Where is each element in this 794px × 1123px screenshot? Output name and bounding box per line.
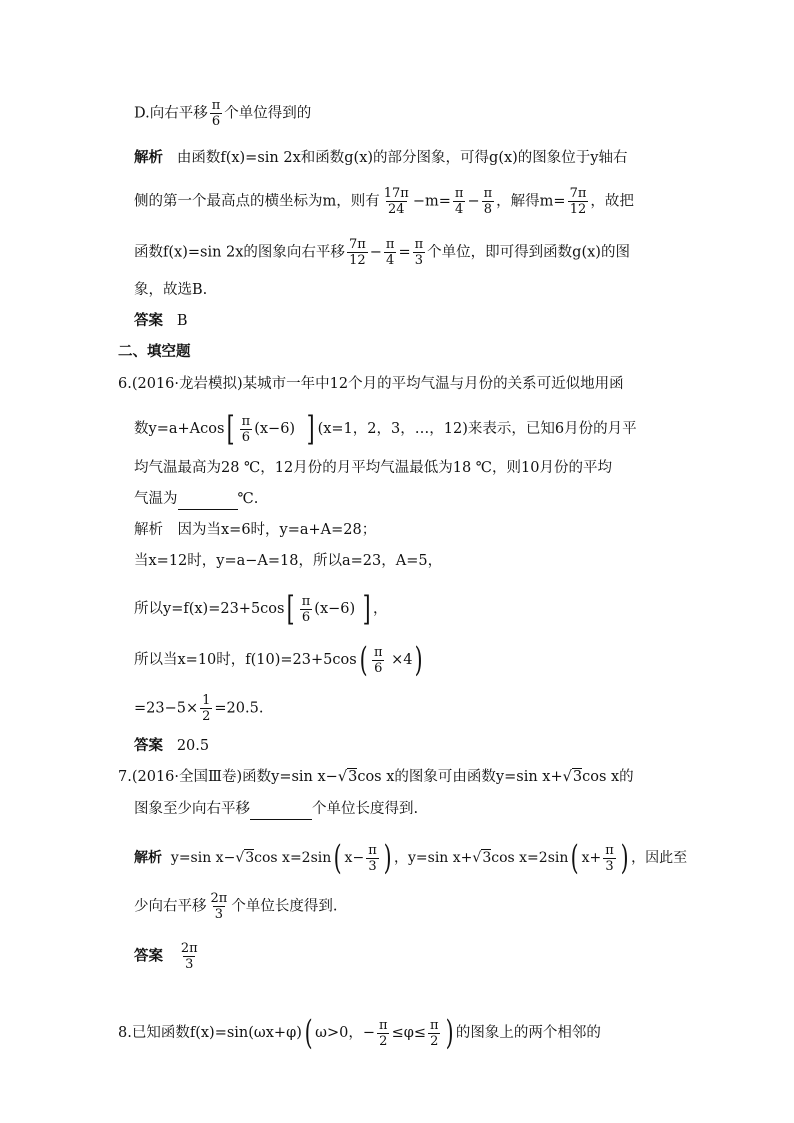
analysis-text: − <box>369 244 382 261</box>
left-paren: ( <box>304 1013 313 1053</box>
analysis-text: 所以当x=10时，f(10)=23+5cos <box>134 652 357 668</box>
analysis-label: 解析 <box>134 149 163 166</box>
fraction-denominator: 3 <box>368 858 377 874</box>
question-text: 个单位长度得到. <box>312 801 419 817</box>
analysis-text: ，y=sin x+ <box>394 850 473 866</box>
left-bracket: [ <box>287 589 296 629</box>
analysis-text: 个单位长度得到. <box>231 898 338 915</box>
sqrt-radicand: 3 <box>572 769 583 785</box>
fraction-denominator: 3 <box>214 907 224 922</box>
question-line <box>134 409 637 449</box>
analysis-text: − <box>467 193 480 210</box>
right-paren: ) <box>383 838 392 878</box>
analysis-text: 当x=12时，y=a−A=18，所以a=23，A=5， <box>134 553 443 569</box>
question-text: ω>0，− <box>315 1025 376 1041</box>
left-paren: ( <box>359 640 368 680</box>
left-paren: ( <box>571 838 579 878</box>
fraction-denominator: 3 <box>414 253 424 268</box>
analysis-text: ，因此至 <box>631 850 688 866</box>
fraction-denominator: 3 <box>185 957 194 972</box>
fraction-numerator: π <box>605 842 614 858</box>
fraction-denominator: 6 <box>301 609 311 625</box>
analysis-text: cos x=2sin <box>491 850 569 866</box>
fraction-numerator: 2π <box>210 891 228 906</box>
option-d-text: D.向右平移 <box>134 105 208 122</box>
analysis-line <box>134 693 263 724</box>
fraction-denominator: 6 <box>211 114 221 129</box>
fraction-numerator: π <box>368 842 377 858</box>
answer-value: B <box>176 313 188 329</box>
sqrt-radicand: 3 <box>348 769 358 785</box>
fraction-numerator: π <box>454 186 464 201</box>
analysis-text: =20.5. <box>214 700 264 717</box>
fraction <box>240 414 253 445</box>
fraction-numerator: π <box>373 644 383 660</box>
question-text: 图象至少向右平移 <box>134 801 250 817</box>
analysis-text: 象，故选B. <box>134 282 208 298</box>
analysis-text: 由函数f(x)=sin 2x和函数g(x)的部分图象，可得g(x)的图象位于y轴右 <box>176 150 628 166</box>
right-bracket: ] <box>362 589 371 629</box>
analysis-line <box>134 551 442 571</box>
fraction-numerator: 17π <box>383 186 409 201</box>
question-line <box>134 799 418 820</box>
analysis-text: cos x=2sin <box>254 850 332 866</box>
fraction <box>377 1018 390 1049</box>
answer-blank[interactable] <box>178 489 238 510</box>
question-line: 7.(2016·全国Ⅲ卷)函数y=sin x−√3cos x的图象可由函数y=sin x+√3cos x的 <box>118 769 634 785</box>
answer-label: 答案 <box>134 947 163 965</box>
fraction <box>300 594 313 625</box>
fraction-denominator: 2 <box>379 1033 388 1049</box>
analysis-text: −m= <box>412 193 451 210</box>
fraction-denominator: 8 <box>483 202 493 217</box>
fraction-denominator: 6 <box>374 660 383 676</box>
question-line <box>134 458 612 478</box>
answer-line <box>134 311 187 331</box>
analysis-text: x+ <box>581 850 602 866</box>
analysis-text: 个单位，即可得到函数g(x)的图 <box>427 244 630 261</box>
fraction-denominator: 2 <box>202 709 211 724</box>
answer-blank[interactable] <box>250 799 312 820</box>
question-text: ≤φ≤ <box>391 1025 427 1041</box>
left-paren: ( <box>333 838 342 878</box>
fraction-numerator: π <box>483 186 493 201</box>
answer-line <box>134 736 209 756</box>
fraction-numerator: π <box>241 413 251 429</box>
question-text: 7.(2016·全国Ⅲ卷)函数y=sin x− <box>118 769 338 785</box>
fraction <box>413 237 426 268</box>
fraction <box>372 645 385 676</box>
analysis-text: 函数f(x)=sin 2x的图象向右平移 <box>134 244 345 261</box>
fraction <box>210 98 223 129</box>
answer-label: 答案 <box>134 737 163 754</box>
right-bracket: ] <box>306 409 315 449</box>
fraction <box>568 186 589 217</box>
fraction-denominator: 24 <box>388 202 405 217</box>
question-line <box>134 489 258 510</box>
question-text: cos x的 <box>582 769 634 785</box>
fraction-denominator: 4 <box>386 253 395 268</box>
option-d <box>134 98 311 129</box>
analysis-line <box>134 148 628 168</box>
analysis-text: = <box>398 244 411 261</box>
analysis-text: ，解得m= <box>496 193 566 210</box>
fraction-denominator: 12 <box>569 202 587 217</box>
fraction-numerator: π <box>414 237 424 252</box>
fraction-numerator: π <box>379 1017 388 1033</box>
fraction <box>384 237 397 268</box>
analysis-text: y=sin x− <box>170 850 236 866</box>
answer-fraction <box>179 941 200 972</box>
right-paren: ) <box>415 640 424 680</box>
left-bracket: [ <box>227 409 236 449</box>
fraction-numerator: π <box>430 1017 439 1033</box>
analysis-line <box>134 280 207 300</box>
analysis-line <box>134 589 388 629</box>
analysis-text: ×4 <box>391 652 413 668</box>
fraction <box>453 186 466 217</box>
sqrt-radicand: 3 <box>245 850 255 866</box>
fraction <box>382 186 411 217</box>
analysis-line <box>134 237 630 268</box>
fraction-numerator: 2π <box>180 941 198 956</box>
question-text: 的图象上的两个相邻的 <box>455 1025 601 1041</box>
question-line <box>118 374 624 394</box>
fraction-numerator: 1 <box>202 693 211 708</box>
analysis-text: 解析 因为当x=6时，y=a+A=28； <box>134 522 377 538</box>
question-text: 数y=a+Acos <box>134 421 225 437</box>
question-text: 6.(2016·龙岩模拟)某城市一年中12个月的平均气温与月份的关系可近似地用函 <box>118 376 624 392</box>
analysis-text: ， <box>373 601 388 617</box>
analysis-text: =23−5× <box>134 700 199 717</box>
fraction <box>366 843 379 874</box>
analysis-text: x− <box>344 850 365 866</box>
analysis-text: (x−6) <box>314 601 356 617</box>
answer-line <box>134 941 202 972</box>
analysis-line <box>134 520 376 540</box>
fraction-numerator: 7π <box>569 186 587 201</box>
fraction-numerator: π <box>211 98 221 113</box>
fraction-numerator: π <box>385 237 395 252</box>
question-line <box>118 1013 601 1053</box>
question-text: 8.已知函数f(x)=sin(ωx+φ) <box>118 1025 302 1041</box>
analysis-text: 侧的第一个最高点的横坐标为m，则有 <box>134 193 380 210</box>
option-d-text: 个单位得到的 <box>224 105 312 122</box>
fraction-denominator: 4 <box>455 202 464 217</box>
fraction <box>347 237 368 268</box>
analysis-line: 解析 y=sin x−√3cos x=2sin( x− $\frac{\pi}{3}$ ) ，y=sin x+√3cos x=2sin( x+ $\frac{\pi}{3}$ ) ，因此至 <box>134 838 688 878</box>
fraction <box>482 186 495 217</box>
question-text: (x=1，2，3，…，12)来表示，已知6月份的月平 <box>317 421 637 437</box>
sqrt-radicand: 3 <box>482 850 492 866</box>
analysis-line <box>134 186 634 217</box>
fraction <box>603 843 616 874</box>
fraction-denominator: 12 <box>349 253 366 268</box>
question-text: 均气温最高为28 ℃，12月份的月平均气温最低为18 ℃，则10月份的平均 <box>134 460 612 476</box>
fraction <box>200 693 212 724</box>
analysis-text: 所以y=f(x)=23+5cos <box>134 601 285 617</box>
fraction-numerator: 7π <box>348 237 366 252</box>
analysis-line <box>134 640 426 680</box>
question-text: ℃. <box>237 491 259 507</box>
analysis-line <box>134 891 337 922</box>
section-heading: 二、填空题 <box>118 343 191 360</box>
answer-label: 答案 <box>134 312 163 329</box>
analysis-text: ，故把 <box>590 193 634 210</box>
fraction <box>209 891 230 922</box>
fraction-denominator: 2 <box>430 1033 439 1049</box>
question-text: (x−6) <box>254 421 296 437</box>
answer-value: 20.5 <box>176 738 210 754</box>
right-paren: ) <box>445 1013 454 1053</box>
right-paren: ) <box>620 838 629 878</box>
fraction-denominator: 6 <box>241 429 251 445</box>
question-text: cos x的图象可由函数y=sin x+ <box>357 769 563 785</box>
fraction <box>428 1018 441 1049</box>
fraction-denominator: 3 <box>605 858 614 874</box>
fraction-numerator: π <box>301 593 311 609</box>
question-text: 气温为 <box>134 491 178 507</box>
analysis-text: 少向右平移 <box>134 898 207 915</box>
analysis-label: 解析 <box>134 850 162 866</box>
